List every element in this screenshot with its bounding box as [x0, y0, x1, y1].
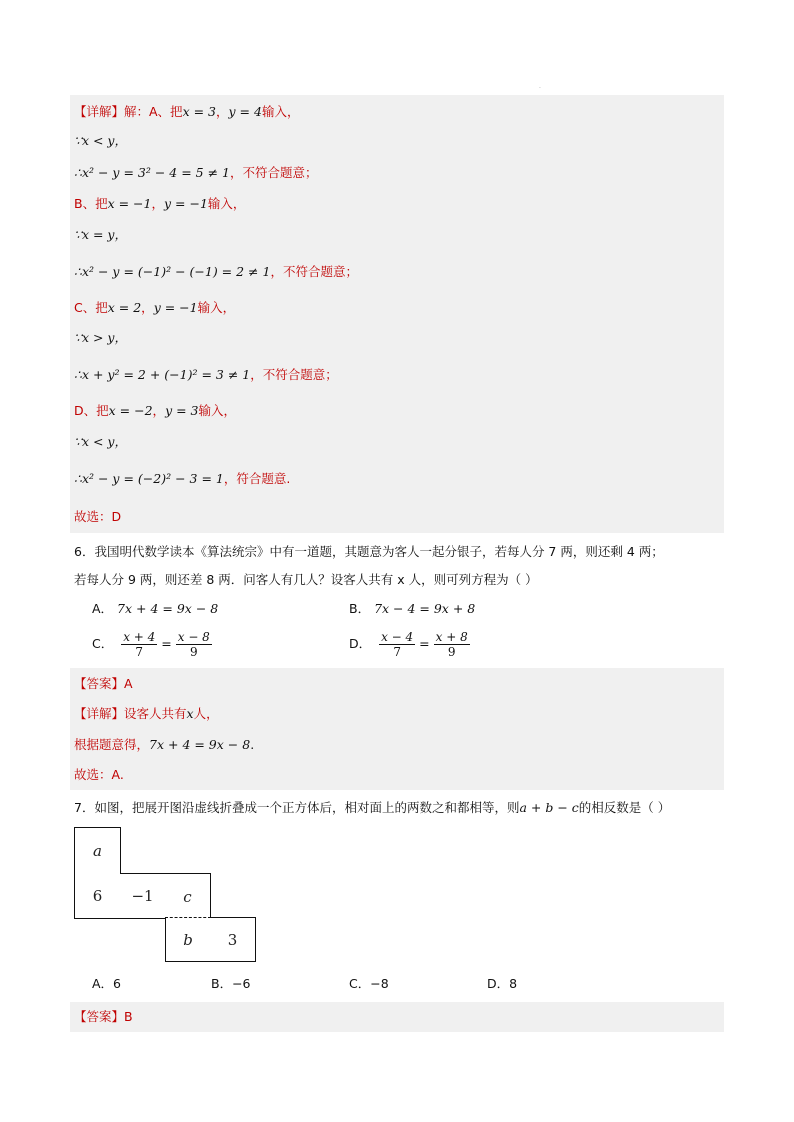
equals-sign: =: [161, 636, 172, 651]
math-expr: y = 4: [228, 104, 262, 119]
solution-line-3: [74, 165, 318, 181]
answer-6-label: 【答案】A: [74, 676, 133, 691]
math-expr: x = −1: [107, 196, 152, 211]
q6-option-d[interactable]: [349, 630, 470, 659]
math-expr: 7x + 4 = 9x − 8: [149, 737, 251, 752]
solution-line-7: [74, 300, 235, 316]
math-expr: ∴x² − y = (−2)² − 3 = 1: [74, 471, 224, 486]
option-label: D．: [349, 636, 372, 651]
q6-option-c[interactable]: [92, 630, 212, 659]
question-6-line-2: 若每人分 9 两，则还差 8 两．问客人有几人？设客人共有 x 人，则可列方程为（ ）: [74, 572, 538, 587]
solution-line-4: [74, 196, 245, 212]
net-face-3: 3: [210, 917, 256, 962]
math-expr: ∴x² − y = 3² − 4 = 5 ≠ 1: [74, 165, 230, 180]
solution-text: 人，: [193, 706, 219, 721]
solution-line-5: ∵x = y，: [74, 227, 127, 242]
net-face-b: b: [165, 917, 211, 962]
math-expr: y = −1: [153, 300, 198, 315]
option-label: B．: [349, 601, 371, 616]
math-expr: x = 3: [182, 104, 216, 119]
solution-text: 【详解】设客人共有: [74, 706, 187, 721]
solution-line-1: [74, 104, 299, 120]
fraction-numerator: x − 8: [177, 630, 210, 644]
solution-text: 输入，: [198, 403, 237, 418]
solution-text: B、把: [74, 196, 108, 211]
fraction-denominator: 7: [135, 645, 144, 659]
math-expr: x = 2: [107, 300, 142, 315]
fraction: [121, 630, 157, 659]
solution-text: ，不符合题意；: [230, 165, 318, 180]
solution-text: 根据题意得，: [74, 737, 150, 752]
option-label: A．: [92, 601, 114, 616]
q7-option-c[interactable]: C．−8: [349, 976, 389, 991]
option-label: C．: [92, 636, 114, 651]
math-expr: ∴x² − y = (−1)² − (−1) = 2 ≠ 1: [74, 264, 271, 279]
math-expr: 7x − 4 = 9x + 8: [374, 601, 476, 616]
question-text: 的相反数是（ ）: [578, 800, 671, 815]
net-face-a: a: [74, 827, 121, 874]
fraction: [176, 630, 212, 659]
solution-text: ，符合题意.: [223, 471, 291, 486]
net-face-6: 6: [74, 873, 121, 919]
separator: ，: [141, 300, 154, 315]
solution-text: 输入，: [197, 300, 236, 315]
separator: ，: [216, 104, 229, 119]
solution-line-9: [74, 367, 338, 383]
solution-text: 输入，: [207, 196, 246, 211]
math-expr: y = 3: [165, 403, 199, 418]
question-7-text: [74, 800, 670, 816]
math-expr: y = −1: [164, 196, 208, 211]
solution-text: ，不符合题意；: [270, 264, 358, 279]
math-var: x: [186, 706, 194, 721]
question-6-line-1: 6．我国明代数学读本《算法统宗》中有一道题，其题意为客人一起分银子，若每人分 7 两，则还剩 4 两；: [74, 544, 664, 559]
answer-6-choice: 故选：A.: [74, 767, 124, 782]
solution-line-8: ∵x > y，: [74, 330, 127, 345]
fraction-denominator: 7: [393, 645, 401, 659]
answer-6-equation: [74, 737, 254, 753]
fraction-numerator: x − 4: [381, 630, 414, 644]
math-expr: x = −2: [108, 403, 153, 418]
q6-option-b[interactable]: [349, 601, 475, 617]
solution-text: 输入，: [261, 104, 300, 119]
q7-option-a[interactable]: A．6: [92, 976, 122, 991]
q7-option-d[interactable]: D．8: [487, 976, 518, 991]
answer-7-block: [70, 1002, 724, 1032]
solution-line-12: [74, 471, 290, 487]
math-expr: 7x + 4 = 9x − 8: [117, 601, 219, 616]
solution-text: ，不符合题意；: [250, 367, 338, 382]
punctuation: .: [250, 737, 255, 752]
fraction-numerator: x + 8: [435, 630, 468, 644]
q7-option-b[interactable]: B．−6: [211, 976, 251, 991]
fraction: [434, 630, 470, 659]
solution-line-11: ∵x < y，: [74, 434, 127, 449]
answer-7-label: 【答案】B: [74, 1009, 133, 1024]
math-expr: ∴x + y² = 2 + (−1)² = 3 ≠ 1: [74, 367, 251, 382]
answer-6-detail: [74, 706, 219, 722]
solution-line-6: [74, 264, 358, 280]
net-face-neg1: −1: [120, 873, 166, 919]
solution-line-13: 故选：D: [74, 509, 122, 524]
q6-option-a[interactable]: [92, 601, 218, 617]
solution-text: C、把: [74, 300, 108, 315]
fraction-denominator: 9: [447, 645, 456, 659]
fraction-denominator: 9: [189, 645, 198, 659]
math-expr: a + b − c: [519, 800, 579, 815]
equals-sign: =: [419, 636, 430, 651]
header-mark: .: [539, 83, 541, 90]
solution-line-2: ∵x < y，: [74, 133, 127, 148]
separator: ，: [152, 403, 166, 418]
fraction: [379, 630, 415, 659]
solution-text: D、把: [74, 403, 109, 418]
solution-text: 【详解】解：A、把: [74, 104, 183, 119]
answer-6-block: [70, 668, 724, 790]
question-text: 7．如图，把展开图沿虚线折叠成一个正方体后，相对面上的两数之和都相等，则: [74, 800, 520, 815]
solution-line-10: [74, 403, 236, 419]
separator: ，: [151, 196, 164, 211]
fraction-numerator: x + 4: [123, 630, 156, 644]
net-face-c: c: [165, 873, 211, 919]
